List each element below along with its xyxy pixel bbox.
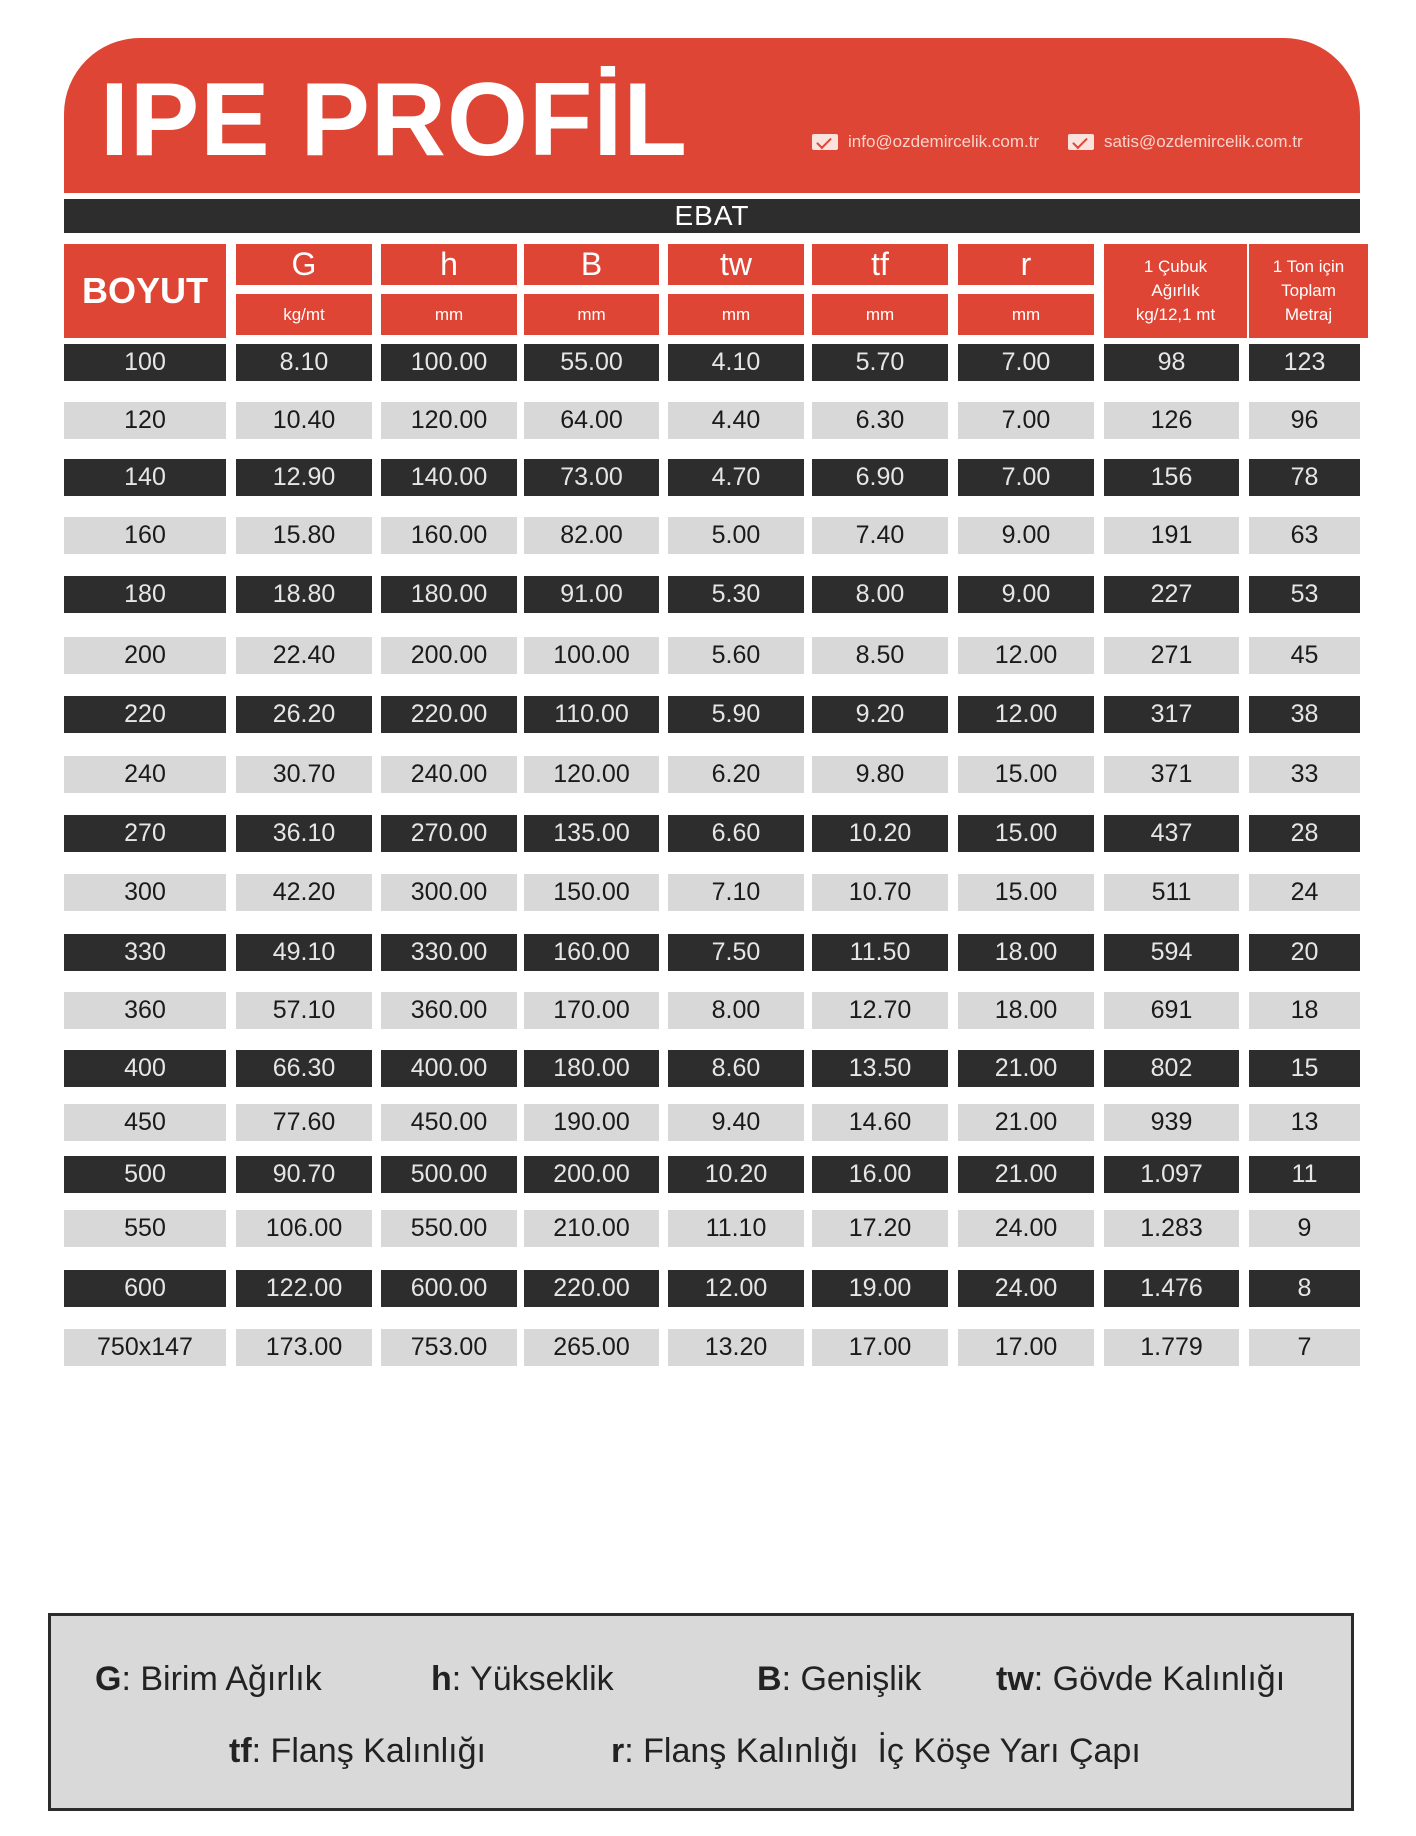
table-cell-g: 173.00 [236, 1329, 372, 1366]
table-cell-g: 66.30 [236, 1050, 372, 1087]
table-cell-tw: 5.60 [668, 637, 804, 674]
table-cell-g: 36.10 [236, 815, 372, 852]
table-cell-r: 15.00 [958, 756, 1094, 793]
legend-box [48, 1613, 1354, 1811]
table-cell-boyut: 270 [64, 815, 226, 852]
header-bar-weight-line: Ağırlık [1151, 281, 1200, 300]
header-h-unit: mm [381, 294, 517, 335]
header-bar-weight-line: 1 Çubuk [1143, 257, 1208, 276]
table-cell-tf: 17.20 [812, 1210, 948, 1247]
table-cell-h: 220.00 [381, 696, 517, 733]
table-cell-bar-weight: 317 [1104, 696, 1239, 733]
table-cell-tf: 6.90 [812, 459, 948, 496]
table-cell-h: 270.00 [381, 815, 517, 852]
table-cell-tf: 5.70 [812, 344, 948, 381]
table-cell-bar-weight: 594 [1104, 934, 1239, 971]
header-boyut: BOYUT [64, 244, 226, 338]
table-cell-tw: 8.00 [668, 992, 804, 1029]
table-cell-b: 82.00 [524, 517, 659, 554]
table-cell-r: 15.00 [958, 874, 1094, 911]
table-cell-tw: 7.50 [668, 934, 804, 971]
table-cell-bar-weight: 126 [1104, 402, 1239, 439]
header-h-symbol: h [381, 244, 517, 285]
table-cell-h: 600.00 [381, 1270, 517, 1307]
table-cell-ton-meter: 20 [1249, 934, 1360, 971]
header-tw-symbol: tw [668, 244, 804, 285]
page-title: IPE PROFİL [100, 62, 688, 178]
table-cell-bar-weight: 1.097 [1104, 1156, 1239, 1193]
table-cell-b: 160.00 [524, 934, 659, 971]
table-cell-ton-meter: 96 [1249, 402, 1360, 439]
table-cell-tf: 9.80 [812, 756, 948, 793]
table-cell-b: 73.00 [524, 459, 659, 496]
table-cell-tf: 8.50 [812, 637, 948, 674]
table-cell-r: 12.00 [958, 696, 1094, 733]
table-cell-boyut: 550 [64, 1210, 226, 1247]
table-cell-bar-weight: 1.476 [1104, 1270, 1239, 1307]
table-cell-boyut: 360 [64, 992, 226, 1029]
table-cell-b: 100.00 [524, 637, 659, 674]
header-tf-symbol: tf [812, 244, 948, 285]
table-cell-ton-meter: 45 [1249, 637, 1360, 674]
legend-item-tw: tw: Gövde Kalınlığı [996, 1660, 1286, 1698]
table-cell-ton-meter: 9 [1249, 1210, 1360, 1247]
table-cell-ton-meter: 33 [1249, 756, 1360, 793]
table-cell-boyut: 200 [64, 637, 226, 674]
table-cell-h: 100.00 [381, 344, 517, 381]
table-cell-bar-weight: 1.779 [1104, 1329, 1239, 1366]
table-cell-g: 18.80 [236, 576, 372, 613]
table-cell-tw: 12.00 [668, 1270, 804, 1307]
table-cell-tw: 4.40 [668, 402, 804, 439]
table-cell-h: 200.00 [381, 637, 517, 674]
table-cell-b: 170.00 [524, 992, 659, 1029]
table-cell-boyut: 450 [64, 1104, 226, 1141]
table-cell-boyut: 220 [64, 696, 226, 733]
table-cell-r: 21.00 [958, 1050, 1094, 1087]
table-cell-ton-meter: 18 [1249, 992, 1360, 1029]
section-label: EBAT [64, 199, 1360, 233]
table-cell-g: 26.20 [236, 696, 372, 733]
header-bar-weight [1104, 244, 1247, 338]
table-cell-tw: 9.40 [668, 1104, 804, 1141]
table-cell-b: 120.00 [524, 756, 659, 793]
table-cell-boyut: 180 [64, 576, 226, 613]
table-cell-ton-meter: 15 [1249, 1050, 1360, 1087]
table-cell-bar-weight: 227 [1104, 576, 1239, 613]
table-cell-bar-weight: 371 [1104, 756, 1239, 793]
table-cell-ton-meter: 38 [1249, 696, 1360, 733]
table-cell-r: 24.00 [958, 1210, 1094, 1247]
table-cell-g: 22.40 [236, 637, 372, 674]
table-cell-r: 12.00 [958, 637, 1094, 674]
table-cell-b: 110.00 [524, 696, 659, 733]
header-ton-meter-line: 1 Ton için [1272, 257, 1345, 276]
legend-item-h: h: Yükseklik [431, 1660, 614, 1698]
legend-item-b: B: Genişlik [757, 1660, 922, 1698]
table-cell-tw: 6.60 [668, 815, 804, 852]
table-cell-g: 30.70 [236, 756, 372, 793]
table-cell-h: 450.00 [381, 1104, 517, 1141]
table-cell-ton-meter: 24 [1249, 874, 1360, 911]
table-cell-tw: 10.20 [668, 1156, 804, 1193]
table-cell-tw: 7.10 [668, 874, 804, 911]
table-cell-tf: 12.70 [812, 992, 948, 1029]
table-cell-boyut: 120 [64, 402, 226, 439]
table-cell-b: 55.00 [524, 344, 659, 381]
table-cell-b: 210.00 [524, 1210, 659, 1247]
table-cell-h: 160.00 [381, 517, 517, 554]
table-cell-bar-weight: 939 [1104, 1104, 1239, 1141]
table-cell-g: 15.80 [236, 517, 372, 554]
table-cell-r: 24.00 [958, 1270, 1094, 1307]
table-cell-r: 18.00 [958, 992, 1094, 1029]
table-cell-g: 49.10 [236, 934, 372, 971]
table-cell-g: 10.40 [236, 402, 372, 439]
mail-icon [1068, 134, 1094, 150]
table-cell-bar-weight: 802 [1104, 1050, 1239, 1087]
table-cell-h: 500.00 [381, 1156, 517, 1193]
header-ton-meter-line: Toplam [1281, 281, 1336, 300]
table-cell-b: 200.00 [524, 1156, 659, 1193]
table-cell-g: 42.20 [236, 874, 372, 911]
table-cell-tw: 6.20 [668, 756, 804, 793]
header-g-symbol: G [236, 244, 372, 285]
table-cell-h: 753.00 [381, 1329, 517, 1366]
table-cell-tf: 11.50 [812, 934, 948, 971]
table-cell-tf: 8.00 [812, 576, 948, 613]
header-tw-unit: mm [668, 294, 804, 335]
table-cell-r: 7.00 [958, 344, 1094, 381]
table-cell-tf: 10.20 [812, 815, 948, 852]
table-cell-h: 140.00 [381, 459, 517, 496]
table-cell-tw: 4.10 [668, 344, 804, 381]
table-cell-r: 9.00 [958, 576, 1094, 613]
contact-info-email[interactable] [812, 132, 1039, 152]
table-cell-r: 9.00 [958, 517, 1094, 554]
info-email-text: info@ozdemircelik.com.tr [848, 132, 1040, 151]
table-cell-boyut: 400 [64, 1050, 226, 1087]
table-cell-ton-meter: 53 [1249, 576, 1360, 613]
table-cell-tw: 13.20 [668, 1329, 804, 1366]
header-ton-meter-line: Metraj [1284, 305, 1333, 324]
table-cell-r: 21.00 [958, 1104, 1094, 1141]
table-cell-boyut: 330 [64, 934, 226, 971]
table-cell-h: 400.00 [381, 1050, 517, 1087]
table-cell-ton-meter: 63 [1249, 517, 1360, 554]
table-cell-b: 265.00 [524, 1329, 659, 1366]
table-cell-r: 7.00 [958, 402, 1094, 439]
table-cell-h: 300.00 [381, 874, 517, 911]
table-cell-r: 17.00 [958, 1329, 1094, 1366]
table-cell-bar-weight: 691 [1104, 992, 1239, 1029]
table-cell-ton-meter: 7 [1249, 1329, 1360, 1366]
header-b-symbol: B [524, 244, 659, 285]
table-cell-bar-weight: 437 [1104, 815, 1239, 852]
table-cell-boyut: 100 [64, 344, 226, 381]
table-cell-boyut: 750x147 [64, 1329, 226, 1366]
table-cell-g: 122.00 [236, 1270, 372, 1307]
table-cell-ton-meter: 28 [1249, 815, 1360, 852]
header-g-unit: kg/mt [236, 294, 372, 335]
table-cell-tf: 14.60 [812, 1104, 948, 1141]
table-cell-tf: 13.50 [812, 1050, 948, 1087]
table-cell-g: 90.70 [236, 1156, 372, 1193]
table-cell-g: 77.60 [236, 1104, 372, 1141]
table-cell-h: 180.00 [381, 576, 517, 613]
table-cell-tf: 10.70 [812, 874, 948, 911]
table-cell-boyut: 140 [64, 459, 226, 496]
header-bar-weight-line: kg/12,1 mt [1135, 305, 1216, 324]
table-cell-b: 91.00 [524, 576, 659, 613]
table-cell-bar-weight: 98 [1104, 344, 1239, 381]
table-cell-boyut: 300 [64, 874, 226, 911]
header-r-unit: mm [958, 294, 1094, 335]
mail-icon [812, 134, 838, 150]
table-cell-boyut: 500 [64, 1156, 226, 1193]
table-cell-boyut: 600 [64, 1270, 226, 1307]
table-cell-tf: 6.30 [812, 402, 948, 439]
legend-item-g: G: Birim Ağırlık [95, 1660, 322, 1698]
table-cell-r: 21.00 [958, 1156, 1094, 1193]
table-cell-tw: 11.10 [668, 1210, 804, 1247]
table-cell-tw: 4.70 [668, 459, 804, 496]
table-cell-tf: 7.40 [812, 517, 948, 554]
table-cell-h: 550.00 [381, 1210, 517, 1247]
table-cell-bar-weight: 1.283 [1104, 1210, 1239, 1247]
header-r-symbol: r [958, 244, 1094, 285]
table-cell-ton-meter: 8 [1249, 1270, 1360, 1307]
table-cell-tw: 8.60 [668, 1050, 804, 1087]
contact-sales-email[interactable] [1068, 132, 1303, 152]
table-cell-ton-meter: 123 [1249, 344, 1360, 381]
table-cell-b: 135.00 [524, 815, 659, 852]
table-cell-g: 106.00 [236, 1210, 372, 1247]
table-cell-tw: 5.90 [668, 696, 804, 733]
table-cell-h: 330.00 [381, 934, 517, 971]
table-cell-b: 220.00 [524, 1270, 659, 1307]
table-cell-g: 12.90 [236, 459, 372, 496]
table-cell-g: 8.10 [236, 344, 372, 381]
table-cell-bar-weight: 271 [1104, 637, 1239, 674]
table-cell-bar-weight: 156 [1104, 459, 1239, 496]
table-cell-h: 240.00 [381, 756, 517, 793]
table-cell-r: 7.00 [958, 459, 1094, 496]
table-cell-r: 15.00 [958, 815, 1094, 852]
header-ton-meter [1249, 244, 1368, 338]
table-cell-tf: 19.00 [812, 1270, 948, 1307]
header-b-unit: mm [524, 294, 659, 335]
table-cell-h: 120.00 [381, 402, 517, 439]
table-cell-r: 18.00 [958, 934, 1094, 971]
legend-item-tf: tf: Flanş Kalınlığı [229, 1732, 486, 1770]
table-cell-h: 360.00 [381, 992, 517, 1029]
table-cell-bar-weight: 511 [1104, 874, 1239, 911]
legend-item-r: r: Flanş Kalınlığı İç Köşe Yarı Çapı [611, 1732, 1141, 1770]
table-cell-boyut: 240 [64, 756, 226, 793]
table-cell-g: 57.10 [236, 992, 372, 1029]
table-cell-tf: 17.00 [812, 1329, 948, 1366]
banner-underline [64, 188, 1360, 193]
table-cell-tf: 9.20 [812, 696, 948, 733]
table-cell-ton-meter: 13 [1249, 1104, 1360, 1141]
table-cell-b: 180.00 [524, 1050, 659, 1087]
table-cell-ton-meter: 11 [1249, 1156, 1360, 1193]
table-cell-tf: 16.00 [812, 1156, 948, 1193]
table-cell-tw: 5.30 [668, 576, 804, 613]
table-cell-tw: 5.00 [668, 517, 804, 554]
table-cell-b: 190.00 [524, 1104, 659, 1141]
sales-email-text: satis@ozdemircelik.com.tr [1104, 132, 1303, 151]
table-cell-boyut: 160 [64, 517, 226, 554]
table-cell-ton-meter: 78 [1249, 459, 1360, 496]
table-cell-b: 64.00 [524, 402, 659, 439]
table-cell-bar-weight: 191 [1104, 517, 1239, 554]
table-cell-b: 150.00 [524, 874, 659, 911]
header-tf-unit: mm [812, 294, 948, 335]
